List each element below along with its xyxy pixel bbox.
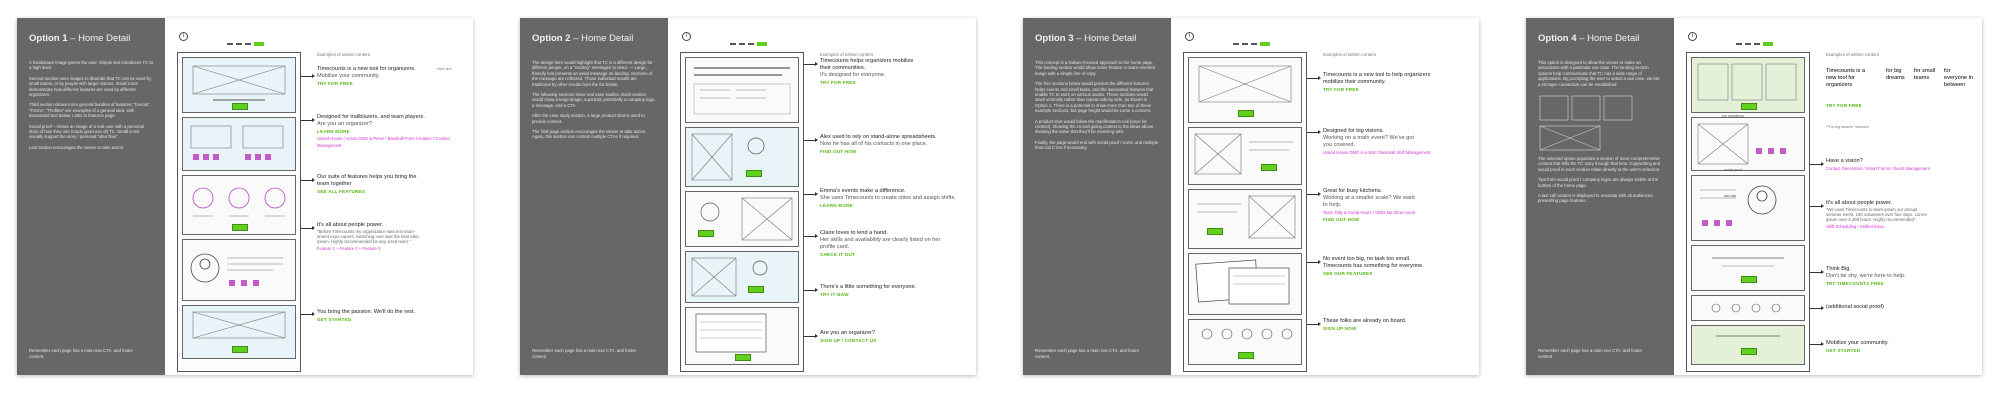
- option-4-description: This option is designed to allow the viewer to make an association with a particular use case. The landing section options help communicate that TC has a wide range of applications. By prompting the user to select a use case, we bet a stronger connection can be established. The selected option populates a section of more comprehensive content that tells the TC story through that lens. Copywriting and social proof in each section relate directly to the user's selection. Tips from social proof / company logos are always visible at the bottom of the home page. A last call section is displayed to resonate with all audiences, presenting page features.: [1538, 60, 1661, 204]
- selection-note: **For big dreams" selected: [1826, 125, 1869, 129]
- think-big-sketch: [1691, 245, 1805, 291]
- check-it-out-link[interactable]: CHECK IT OUT: [820, 252, 856, 257]
- product-shot-sketch: [1188, 253, 1302, 315]
- feature-links[interactable]: Team Tally & Social Hours / Shifts No Show count: [1323, 210, 1416, 215]
- annotation-hero: Timecounts is a new tool to help organizers mobilize their community. TRY FOR FREE: [1323, 72, 1471, 93]
- hero-sketch: [685, 57, 799, 123]
- annotation-arrow: [301, 314, 313, 315]
- try-for-free-link[interactable]: TRY FOR FREE: [317, 81, 353, 86]
- annotation-arrow: [1810, 344, 1822, 345]
- option-1-title: Option 1 – Home Detail: [29, 33, 131, 44]
- annotation-busy-kitchens: Great for busy kitchens. Working at a smaller scale? We want to help. Team Tally & Social Hours / Shifts No Show count FIND OUT HOW: [1323, 188, 1471, 223]
- annotation-features: Designed for trailblazers, and team players. Are you an organizer? LEARN MORE United House / Action DMG & Perez / Baseball Form Creation / Contact Management: [317, 114, 465, 149]
- use-case-selector-sketch: [1691, 57, 1805, 113]
- column-intro: Timecounts is a new tool for organizers: [1826, 68, 1865, 88]
- option-4-footer-note: Remember each page has a main nav CTA, and footer content.: [1538, 348, 1643, 359]
- option-3-title: Option 3 – Home Detail: [1035, 33, 1137, 44]
- think-big-cta[interactable]: [1741, 276, 1757, 283]
- option-1-description: A handdrawn image greets the user. Simple text introduces TC at a high level. Second section uses images to illustrate that TC can be used by small teams, or by people with larger visions. Small icons demonstrate how different features are used by different organizers. Third section shows more general bundles of features: "Events", "Forms", "Profiles" are examples of a general idea, with associated text below. Links to features page. Social proof – shows an image of a real user with a personal story of how they use (made good use of) TC. Small icons visually support the story / personal "idea flow". Last section encourages the viewer to take action.: [29, 60, 153, 150]
- try-timecounts-free-link[interactable]: TRY TIMECOUNTS FREE: [1826, 281, 1884, 286]
- annotation-arrow: [1810, 164, 1822, 165]
- feature-list-links[interactable]: Feature 1 + Feature 2 + Feature 3: [317, 245, 381, 251]
- examples-label: Examples of written content: [820, 52, 873, 57]
- annotation-arrow: [301, 120, 313, 121]
- final-cta-sketch: [182, 305, 296, 359]
- wireframe-page: [1183, 52, 1307, 372]
- examples-label: Examples of written content: [1323, 52, 1376, 57]
- option-4-sidebar: [1526, 18, 1674, 375]
- annotation-vision: Have a vision? Contact Generation / Smart Forms / Event Management: [1826, 158, 1974, 172]
- try-for-free-link[interactable]: TRY FOR FREE: [1826, 103, 1862, 108]
- annotation-arrow: [1307, 194, 1319, 195]
- get-started-link[interactable]: GET STARTED: [317, 317, 352, 322]
- see-all-features-link[interactable]: SEE ALL FEATURES: [317, 189, 366, 194]
- final-cta-button[interactable]: [232, 346, 248, 353]
- wireframe-page: [680, 52, 804, 372]
- annotation-arrow: [1307, 262, 1319, 263]
- wireframe-page: [177, 52, 301, 372]
- feature-links[interactable]: United House / Action DMG & Perez / Baseball Form Creation / Contact Management: [317, 136, 450, 148]
- use-case-sketch: [1538, 92, 1662, 156]
- annotation-arrow: [804, 140, 816, 141]
- additional-social-proof-sketch: [1691, 295, 1805, 321]
- annotation-arrow: [804, 236, 816, 237]
- annotation-alex: Alex used to rely on stand-alone spreadsheets. Now he has all of his contacts in one place. FIND OUT HOW: [820, 134, 968, 155]
- annotation-on-board: These folks are already on board. SIGN UP NOW: [1323, 318, 1471, 332]
- hero-cta-button[interactable]: [1238, 110, 1254, 117]
- wireframe-page: [1686, 52, 1810, 372]
- side-tag-social: social proof: [1724, 168, 1743, 172]
- annotation-arrow: [1810, 272, 1822, 273]
- nav-bar[interactable]: [1233, 35, 1283, 41]
- nav-bar[interactable]: [227, 35, 277, 41]
- features-cta-button[interactable]: [232, 224, 248, 231]
- option-3-sidebar: [1023, 18, 1171, 375]
- try-for-free-link[interactable]: TRY FOR FREE: [820, 80, 856, 85]
- case-study-cta[interactable]: [698, 230, 714, 237]
- hero-sketch: [182, 57, 296, 113]
- annotation-organizer: Are you an organizer? SIGN UP / CONTACT US: [820, 330, 968, 344]
- side-tag-last: last call: [1724, 194, 1736, 198]
- annotation-arrow: [1810, 308, 1822, 309]
- annotation-additional: (additional social proof): [1826, 304, 1884, 310]
- annotation-arrow: [1307, 132, 1319, 133]
- side-tag-top: top selections: [1722, 114, 1744, 118]
- annotation-arrow: [301, 180, 313, 181]
- feature-links[interactable]: United House DMG in a Bolt / Baseball Shift Management: [1323, 150, 1431, 155]
- section-cta[interactable]: [1261, 164, 1277, 171]
- annotation-arrow: [1307, 78, 1319, 79]
- section-cta[interactable]: [1207, 228, 1223, 235]
- case-study-3-sketch: [685, 251, 799, 303]
- case-study-1-sketch: [685, 127, 799, 187]
- examples-label: Examples of written content: [1826, 52, 1879, 57]
- annotation-mobilize: Mobilize your community. GET STARTED: [1826, 340, 1974, 354]
- annotation-arrow: [301, 228, 313, 229]
- hero-tag: Hero text: [437, 67, 452, 71]
- option-1-card: [17, 18, 473, 375]
- timecounts-logo-icon: t: [1688, 32, 1697, 41]
- find-out-how-link[interactable]: FIND OUT HOW: [820, 149, 857, 154]
- tab-big-dreams[interactable]: for big dreams: [1886, 68, 1905, 81]
- try-for-free-link[interactable]: TRY FOR FREE: [1323, 87, 1359, 92]
- try-it-now-link[interactable]: TRY IT NOW: [820, 292, 849, 297]
- signup-cta[interactable]: [1238, 352, 1254, 359]
- case-study-cta[interactable]: [746, 170, 762, 177]
- sign-up-now-link[interactable]: SIGN UP NOW: [1323, 326, 1357, 331]
- option-2-description: The design here would highlight that TC is a different design for different people, on a "nesting" messages to need. — Large, friendly font presents an initial message on landing. Sections of the message are collected. Those individual results are traditional by other results from the list below. The following sections show real case studies. Each section would show a large image, a portrait, potentially a company logo, a message, and a CTA. After the case study section, a large product shot is used to provide context. The final page section encourages the viewer to take action. Again, this section can contain multiple CTAs if required.: [532, 60, 656, 140]
- annotation-arrow: [804, 64, 816, 65]
- annotation-suite: Our suite of features helps you bring the team together SEE ALL FEATURES: [317, 174, 465, 195]
- case-study-2-sketch: [685, 191, 799, 247]
- annotation-arrow: [1307, 324, 1319, 325]
- learn-more-link[interactable]: LEARN MORE: [317, 129, 350, 134]
- timecounts-logo-icon: t: [1185, 32, 1194, 41]
- vision-sketch: [1691, 117, 1805, 171]
- busy-kitchens-sketch: [1188, 189, 1302, 249]
- option-2-sidebar: [520, 18, 668, 375]
- option-2-title: Option 2 – Home Detail: [532, 33, 634, 44]
- get-started-cta[interactable]: [1741, 348, 1757, 355]
- product-shot-sketch: [685, 307, 799, 365]
- feature-links[interactable]: Shift Scheduling / Unified Inbox: [1826, 223, 1885, 229]
- option-4-card: [1526, 18, 1982, 375]
- nav-bar[interactable]: [1736, 35, 1786, 41]
- annotation-everyone: There's a little something for everyone. TRY IT NOW: [820, 284, 968, 298]
- annotation-claire: Claire loves to lend a hand. Her skills and availability are clearly listed on her profile card. CHECK IT OUT: [820, 230, 968, 258]
- option-2-footer-note: Remember each page has a main nav CTA, and footer content.: [532, 348, 637, 359]
- timecounts-logo-icon: t: [179, 32, 188, 41]
- option-3-description: This concept is a feature-focused approach to the home page. The landing section would show some feature or team-oriented image with a simple line of copy. The four sections below would present the different features helps events and small tasks, and the associated features that enable TC to work on various scales. These sections would stack vertically rather than repeat side by side, as shown in Option 1. There is a potential to show more than two of these example sections, but page height would be come a concern. A product shot would follow the manifestation call (once for context), showing the UI and giving context to the ideas above, showing the value that they'll be receiving with. Finally, the page would end with social proof / icons, and multiple final-call CTAs if necessary.: [1035, 60, 1159, 151]
- annotation-hero: Timecounts helps organizers mobilize their communities. It's designed for everyone. TRY FOR FREE: [820, 58, 968, 86]
- annotation-big-visions: Designed for big visions. Working on a main event? We've got you covered. United House DMG in a Bolt / Baseball Shift Management: [1323, 128, 1471, 156]
- product-cta[interactable]: [735, 354, 751, 361]
- get-started-link[interactable]: GET STARTED: [1826, 348, 1861, 353]
- annotation-emma: Emma's events make a difference. She uses Timecounts to create cities and assign shifts. LEARN MORE: [820, 188, 968, 209]
- option-1-footer-note: Remember each page has a main nav CTA, and footer content.: [29, 348, 134, 359]
- annotation-try: [1826, 102, 1886, 109]
- mobilize-sketch: [1691, 325, 1805, 365]
- people-power-sketch: [1691, 175, 1805, 241]
- hero-sketch: [1188, 57, 1302, 123]
- examples-label: Examples of written content: [317, 52, 370, 57]
- social-proof-sketch: [1188, 319, 1302, 365]
- find-out-how-link[interactable]: FIND OUT HOW: [1323, 217, 1360, 222]
- option-3-card: [1023, 18, 1479, 375]
- annotation-arrow: [804, 194, 816, 195]
- tab-small-teams[interactable]: for small teams: [1914, 68, 1936, 81]
- timecounts-logo-icon: t: [682, 32, 691, 41]
- annotation-think-big: Think Big. Don't be shy, we're here to help. TRY TIMECOUNTS FREE: [1826, 266, 1974, 287]
- social-proof-sketch: [182, 239, 296, 301]
- feature-bundles-sketch: [182, 175, 296, 235]
- sign-up-contact-link[interactable]: SIGN UP / CONTACT US: [820, 338, 877, 343]
- option-3-footer-note: Remember each page has a main nav CTA, and footer content.: [1035, 348, 1140, 359]
- annotation-passion: You bring the passion. We'll do the rest. GET STARTED: [317, 309, 465, 323]
- annotation-arrow: [804, 290, 816, 291]
- option-2-card: [520, 18, 976, 375]
- annotation-arrow: [1810, 206, 1822, 207]
- annotation-no-event: No event too big, no task too small. Timecounts has something for everyone. SEE OUR FEATURES: [1323, 256, 1471, 277]
- annotation-arrow: [301, 76, 313, 77]
- option-1-sidebar: [17, 18, 165, 375]
- hero-cta-button[interactable]: [1741, 103, 1757, 110]
- features-sketch: [182, 117, 296, 171]
- hero-cta-button[interactable]: [232, 103, 248, 110]
- see-our-features-link[interactable]: SEE OUR FEATURES: [1323, 271, 1373, 276]
- annotation-people: It's all about people power. "Before Timecounts my organization was text tourn- ament expo capers. Switching over was the best idea. Ipsum. Highly recommended for any sized team." Feature 1 + Feature 2 + Feature 3: [317, 222, 465, 252]
- big-visions-sketch: [1188, 127, 1302, 185]
- annotation-hero: Timecounts is a new tool for organizers. Mobilize your community. TRY FOR FREE: [317, 66, 465, 87]
- case-study-cta[interactable]: [748, 286, 764, 293]
- feature-links[interactable]: Contact Generation / Smart Forms / Event Management: [1826, 166, 1930, 171]
- nav-bar[interactable]: [730, 35, 780, 41]
- learn-more-link[interactable]: LEARN MORE: [820, 203, 853, 208]
- annotation-arrow: [804, 336, 816, 337]
- tab-everyone[interactable]: for everyone in between: [1944, 68, 1973, 88]
- option-4-title: Option 4 – Home Detail: [1538, 33, 1640, 44]
- annotation-people: It's all about people power. "We used Timecounts to team ipsum our annual summer event. 150 volunteers over four days. Lorem ipsum over 2,400 hours. Highly recommended" Shift Scheduling / Unified Inbox: [1826, 200, 1974, 230]
